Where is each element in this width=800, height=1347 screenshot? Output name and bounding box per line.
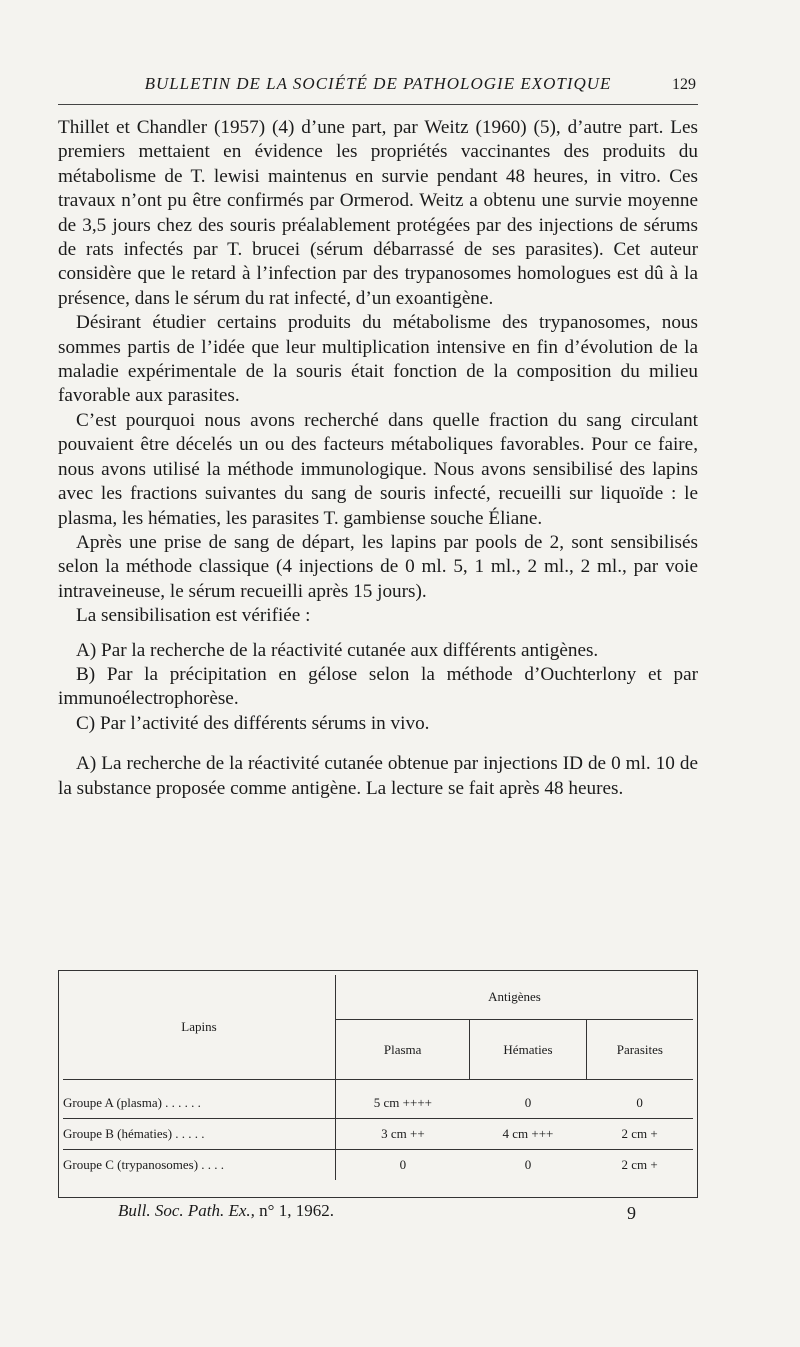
cell-parasites: 2 cm + [621,1157,658,1172]
cell-plasma: 3 cm ++ [336,1119,470,1150]
row-label: Groupe B (hématies) . . . . . [63,1119,336,1150]
col-header-lapins: Lapins [63,975,336,1080]
cell-hematies: 4 cm +++ [470,1119,586,1150]
paragraph-7: B) Par la précipitation en gélose selon la méthode d’Ouchterlony et par immunoélectrophorèse. [58,663,698,710]
cell-parasites: 0 [586,1080,693,1119]
citation-journal: Bull. Soc. Path. Ex., [118,1201,255,1220]
signature-mark: 9 [627,1203,636,1223]
table-row [63,1119,693,1150]
results-table [63,975,693,1180]
paragraph-5: La sensibilisation est vérifiée : [76,605,311,627]
col-header-hematies: Hématies [470,1020,586,1080]
row-label: Groupe C (trypanosomes) . . . . [63,1150,336,1181]
paragraph-1: Thillet et Chandler (1957) (4) d’une part, par Weitz (1960) (5), d’autre part. Les premiers mettaient en évidence les propriétés vaccinantes des produits du métabolisme de T. lewisi maintenus en survie pendant 48 heures, in vitro. Ces travaux n’ont pu être confirmés par Ormerod. Weitz a obtenu une survie moyenne de 3,5 jours chez des souris préalablement protégées par des injections de sérums de rats infectés par T. brucei (sérum débarrassé de ses parasites). Cet auteur considère que le retard à l’infection par des trypanosomes homologues est dû à la présence, dans le sérum du rat infecté, d’un exoantigène. [58,117,698,309]
row-label: Groupe A (plasma) . . . . . . [63,1080,336,1119]
paragraph-8: C) Par l’activité des différents sérums in vivo. [76,712,430,734]
running-title: BULLETIN DE LA SOCIÉTÉ DE PATHOLOGIE EXOTIQUE [144,74,612,93]
page-number: 129 [672,76,696,93]
cell-plasma: 0 [399,1157,407,1172]
cell-plasma: 5 cm ++++ [336,1080,470,1119]
paragraph-3: C’est pourquoi nous avons recherché dans quelle fraction du sang circulant pouvaient être décelés un ou des facteurs métaboliques favorables. Pour ce faire, nous avons utilisé la méthode immunologique. Nous avons sensibilisé des lapins avec les fractions suivantes du sang de souris infecté, recueilli sur liquoïde : le plasma, les hématies, les parasites T. gambiense souche Éliane. [58,409,698,529]
cell-parasites: 2 cm + [586,1119,693,1150]
col-header-plasma: Plasma [336,1020,470,1080]
col-header-antigenes: Antigènes [336,975,694,1020]
running-header [58,74,698,102]
citation-issue: n° 1, 1962. [259,1201,334,1220]
cell-hematies: 0 [524,1157,532,1172]
paragraph-4: Après une prise de sang de départ, les lapins par pools de 2, sont sensibilisés selon la méthode classique (4 injections de 0 ml. 5, 1 ml., 2 ml., 2 ml., par voie intraveineuse, le sérum recueilli après 15 jours). [58,531,698,602]
journal-citation [118,1201,334,1221]
cell-hematies: 0 [470,1080,586,1119]
col-header-parasites: Parasites [586,1020,693,1080]
results-table-frame [58,970,698,1198]
page-footer [58,1201,698,1229]
table-row [63,1150,693,1181]
header-rule [58,104,698,105]
paragraph-9: A) La recherche de la réactivité cutanée obtenue par injections ID de 0 ml. 10 de la substance proposée comme antigène. La lecture se fait après 48 heures. [58,753,698,799]
paragraph-6: A) Par la recherche de la réactivité cutanée aux différents antigènes. [76,639,599,661]
paragraph-2: Désirant étudier certains produits du métabolisme des trypanosomes, nous sommes partis de l’idée que leur multiplication intensive en fin d’évolution de la maladie expérimentale de la souris était fonction de la composition du milieu favorable aux parasites. [58,312,698,407]
table-row [63,1080,693,1119]
article-body [58,116,698,801]
